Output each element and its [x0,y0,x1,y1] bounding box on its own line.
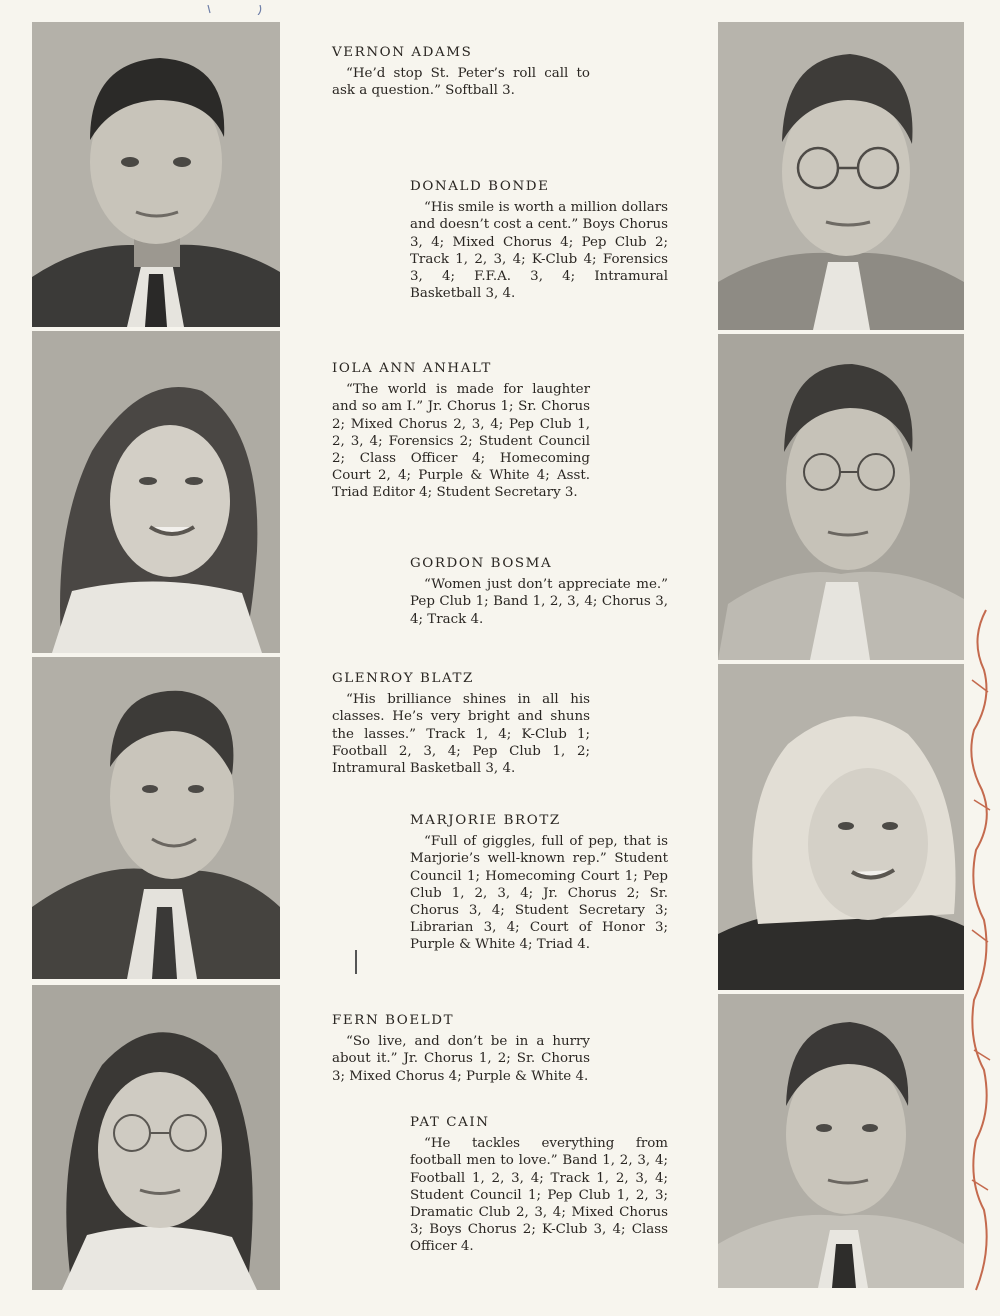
entry-donald-bonde [410,178,668,302]
entry-vernon-adams [332,44,590,100]
entry-glenroy-blatz [332,670,590,777]
student-name: PAT CAIN [410,1115,490,1130]
portrait-gordon-bosma [718,334,964,660]
student-name: VERNON ADAMS [332,45,473,60]
entry-pat-cain [410,1114,668,1256]
student-bio: “His brilliance shines in all his classes. He’s very bright and shuns the lasses.” Track 1, 4; K-Club 1; Football 2, 3, 4; Pep Club 1, 2; Intramural Basketball 3, 4. [332,692,590,777]
handwritten-margin-notes [962,600,996,1312]
student-name: DONALD BONDE [410,179,550,194]
student-bio: “The world is made for laughter and so am I.” Jr. Chorus 1; Sr. Chorus 2; Mixed Chorus 2, 3, 4; Pep Club 1, 2, 3, 4; Forensics 2; Student Council 2; Class Officer 4; Homecoming Court 2, 4; Purple & White 4; Asst. Triad Editor 4; Student Secretary 3. [332,382,590,501]
entry-fern-boeldt [332,1012,590,1085]
entry-gordon-bosma [410,555,668,628]
student-bio: “His smile is worth a million dollars and doesn’t cost a cent.” Boys Chorus 3, 4; Mixed Chorus 4; Pep Club 2; Track 1, 2, 3, 4; K-Club 4; Forensics 3, 4; F.F.A. 3, 4; Intramural Basketball 3, 4. [410,200,668,302]
portrait-iola-ann-anhalt [32,331,280,653]
student-name: GLENROY BLATZ [332,671,474,686]
entry-marjorie-brotz [410,812,668,954]
student-bio: “So live, and don’t be in a hurry about it.” Jr. Chorus 1, 2; Sr. Chorus 3; Mixed Chorus 4; Purple & White 4. [332,1034,590,1084]
portrait-donald-bonde [718,22,964,330]
pencil-mark [355,950,357,974]
student-bio: “He’d stop St. Peter’s roll call to ask a question.” Softball 3. [332,66,590,99]
portrait-glenroy-blatz [32,657,280,979]
student-bio: “Women just don’t appreciate me.” Pep Club 1; Band 1, 2, 3, 4; Chorus 3, 4; Track 4. [410,577,668,627]
student-name: FERN BOELDT [332,1013,455,1028]
portrait-pat-cain [718,994,964,1288]
student-bio: “Full of giggles, full of pep, that is Marjorie’s well-known rep.” Student Council 1; Homecoming Court 1; Pep Club 1, 2, 3, 4; Jr. Chorus 2; Sr. Chorus 3, 4; Student Secretary 3; Librarian 3, 4; Court of Honor 3; Purple & White 4; Triad 4. [410,834,668,953]
portrait-vernon-adams [32,22,280,327]
portrait-fern-boeldt [32,985,280,1290]
student-name: GORDON BOSMA [410,556,553,571]
entry-iola-ann-anhalt [332,360,590,502]
ink-corner-mark [200,0,280,10]
student-name: IOLA ANN ANHALT [332,361,492,376]
student-name: MARJORIE BROTZ [410,813,561,828]
student-bio: “He tackles everything from football men to love.” Band 1, 2, 3, 4; Football 1, 2, 3, 4; Track 1, 2, 3, 4; Student Council 1; Pep Club 1, 2, 3; Dramatic Club 2, 3, 4; Mixed Chorus 3; Boys Chorus 2; K-Club 3, 4; Class Officer 4. [410,1136,668,1255]
portrait-marjorie-brotz [718,664,964,990]
